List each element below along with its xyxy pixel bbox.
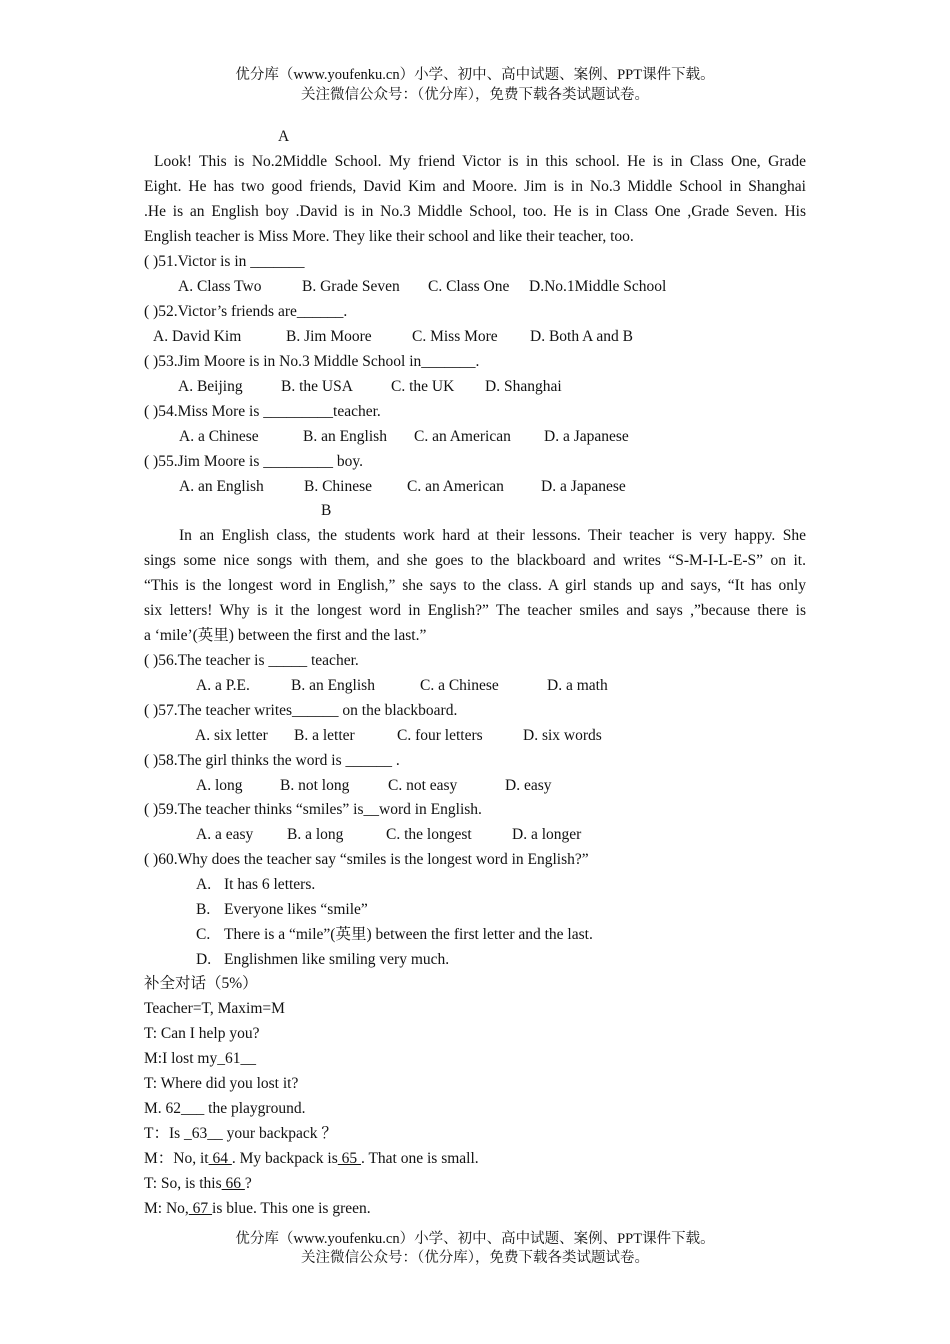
question-55-option-d: D. a Japanese bbox=[541, 478, 626, 495]
question-60-option-a-letter: A. bbox=[196, 876, 212, 893]
question-56-option-c: C. a Chinese bbox=[420, 677, 499, 694]
question-57-option-a: A. six letter bbox=[195, 727, 268, 744]
question-54-option-a: A. a Chinese bbox=[179, 428, 259, 445]
dialogue-line-6-start: M：No, it bbox=[144, 1150, 209, 1167]
question-55-option-b: B. Chinese bbox=[304, 478, 373, 495]
passage-b-line-2: sings some nice songs with them, and she goes to the blackboard and writes “S-M-I-L-E-S” on it. bbox=[144, 552, 806, 569]
footer-line-2: 关注微信公众号：（优分库），免费下载各类试题试卷。 bbox=[301, 1250, 649, 1266]
question-51-option-d: D.No.1Middle School bbox=[529, 278, 667, 295]
question-60-option-b-text: Everyone likes “smile” bbox=[224, 901, 368, 918]
dialogue-line-7 bbox=[144, 1174, 806, 1194]
question-54-option-d: D. a Japanese bbox=[544, 428, 629, 445]
passage-b-label: B bbox=[321, 502, 332, 519]
question-58-option-c: C. not easy bbox=[388, 777, 458, 794]
question-60-stem: ( )60.Why does the teacher say “smiles is the longest word in English?” bbox=[144, 851, 589, 868]
question-52-option-c: C. Miss More bbox=[412, 328, 498, 345]
passage-a-line-3: .He is an English boy .David is in No.3 Middle School, too. He is in Class One ,Grade Seven. His bbox=[144, 203, 806, 220]
question-55-stem: ( )55.Jim Moore is _________ boy. bbox=[144, 453, 363, 470]
question-58-option-b: B. not long bbox=[280, 777, 350, 794]
question-60-option-d-letter: D. bbox=[196, 951, 212, 968]
question-52-option-a: A. David Kim bbox=[153, 328, 242, 345]
question-54-option-b: B. an English bbox=[303, 428, 387, 445]
question-58-stem: ( )58.The girl thinks the word is ______ . bbox=[144, 752, 400, 769]
question-51-option-a: A. Class Two bbox=[178, 278, 262, 295]
header-line-2: 关注微信公众号：（优分库），免费下载各类试题试卷。 bbox=[301, 87, 649, 103]
dialogue-line-5: T：Is _63__ your backpack ？ bbox=[144, 1125, 337, 1142]
question-53-option-a: A. Beijing bbox=[178, 378, 243, 395]
header-line-1: 优分库（www.youfenku.cn）小学、初中、高中试题、案例、PPT课件下载。 bbox=[235, 67, 715, 83]
question-52-option-d: D. Both A and B bbox=[530, 328, 633, 345]
question-59-option-c: C. the longest bbox=[386, 826, 472, 843]
question-55-option-c: C. an American bbox=[407, 478, 504, 495]
dialogue-roles: Teacher=T, Maxim=M bbox=[144, 1000, 285, 1017]
dialogue-line-6-mid: . My backpack is bbox=[231, 1150, 338, 1167]
question-56-option-d: D. a math bbox=[547, 677, 608, 694]
question-52-stem: ( )52.Victor’s friends are______. bbox=[144, 303, 348, 320]
question-60-option-b-letter: B. bbox=[196, 901, 211, 918]
question-53-stem: ( )53.Jim Moore is in No.3 Middle School in_______. bbox=[144, 353, 480, 370]
question-60-option-d-text: Englishmen like smiling very much. bbox=[224, 951, 450, 968]
question-58-option-a: A. long bbox=[196, 777, 243, 794]
blank-67: 67 bbox=[188, 1200, 213, 1217]
dialogue-line-8-start: M: No, bbox=[144, 1200, 189, 1217]
question-59-option-d: D. a longer bbox=[512, 826, 582, 843]
blank-64: 64 bbox=[208, 1150, 232, 1167]
question-60-option-c-letter: C. bbox=[196, 926, 211, 943]
dialogue-line-7-start: T: So, is this bbox=[144, 1175, 222, 1192]
passage-a-line-1: Look! This is No.2Middle School. My friend Victor is in this school. He is in Class One, Grade bbox=[154, 153, 806, 170]
dialogue-line-8 bbox=[144, 1199, 806, 1219]
question-56-option-a: A. a P.E. bbox=[196, 677, 250, 694]
question-51-option-c: C. Class One bbox=[428, 278, 510, 295]
question-58-option-d: D. easy bbox=[505, 777, 552, 794]
question-52-option-b: B. Jim Moore bbox=[286, 328, 372, 345]
question-51-option-b: B. Grade Seven bbox=[302, 278, 400, 295]
question-57-stem: ( )57.The teacher writes______ on the blackboard. bbox=[144, 702, 458, 719]
question-60-option-c-text: There is a “mile”(英里) between the first letter and the last. bbox=[224, 926, 593, 943]
question-59-stem: ( )59.The teacher thinks “smiles” is__word in English. bbox=[144, 801, 482, 818]
dialogue-line-6 bbox=[144, 1149, 806, 1169]
passage-b-line-5: a ‘mile’(英里) between the first and the last.” bbox=[144, 627, 427, 644]
footer-line-1: 优分库（www.youfenku.cn）小学、初中、高中试题、案例、PPT课件下载。 bbox=[235, 1231, 715, 1247]
blank-66: 66 bbox=[221, 1175, 245, 1192]
question-54-option-c: C. an American bbox=[414, 428, 511, 445]
dialogue-line-2: M:I lost my_61__ bbox=[144, 1050, 256, 1067]
question-57-option-d: D. six words bbox=[523, 727, 602, 744]
passage-b-line-3: “This is the longest word in English,” she says to the class. A girl stands up and says, “It has only bbox=[144, 577, 806, 594]
question-53-option-b: B. the USA bbox=[281, 378, 353, 395]
dialogue-title: 补全对话（5%） bbox=[144, 975, 258, 992]
dialogue-line-8-end: is blue. This one is green. bbox=[212, 1200, 371, 1217]
question-56-stem: ( )56.The teacher is _____ teacher. bbox=[144, 652, 359, 669]
dialogue-line-3: T: Where did you lost it? bbox=[144, 1075, 299, 1092]
blank-65: 65 bbox=[337, 1150, 361, 1167]
question-54-stem: ( )54.Miss More is _________teacher. bbox=[144, 403, 381, 420]
dialogue-line-7-end: ? bbox=[244, 1175, 252, 1192]
passage-a-line-4: English teacher is Miss More. They like their school and like their teacher, too. bbox=[144, 228, 634, 245]
question-55-option-a: A. an English bbox=[179, 478, 264, 495]
question-53-option-d: D. Shanghai bbox=[485, 378, 562, 395]
dialogue-line-1: T: Can I help you? bbox=[144, 1025, 260, 1042]
passage-b-line-4: six letters! Why is it the longest word in English?” The teacher smiles and says ,”because there is bbox=[144, 602, 806, 619]
question-51-stem: ( )51.Victor is in _______ bbox=[144, 253, 305, 270]
dialogue-line-6-end: . That one is small. bbox=[360, 1150, 479, 1167]
dialogue-line-4: M. 62___ the playground. bbox=[144, 1100, 306, 1117]
passage-a-label: A bbox=[278, 128, 290, 145]
question-60-option-a-text: It has 6 letters. bbox=[224, 876, 316, 893]
question-53-option-c: C. the UK bbox=[391, 378, 455, 395]
question-57-option-c: C. four letters bbox=[397, 727, 483, 744]
question-56-option-b: B. an English bbox=[291, 677, 375, 694]
passage-a-line-2: Eight. He has two good friends, David Kim and Moore. Jim is in No.3 Middle School in Shanghai bbox=[144, 178, 806, 195]
question-57-option-b: B. a letter bbox=[294, 727, 355, 744]
passage-b-line-1: In an English class, the students work hard at their lessons. Their teacher is very happy. She bbox=[179, 527, 806, 544]
question-59-option-a: A. a easy bbox=[196, 826, 254, 843]
question-59-option-b: B. a long bbox=[287, 826, 344, 843]
